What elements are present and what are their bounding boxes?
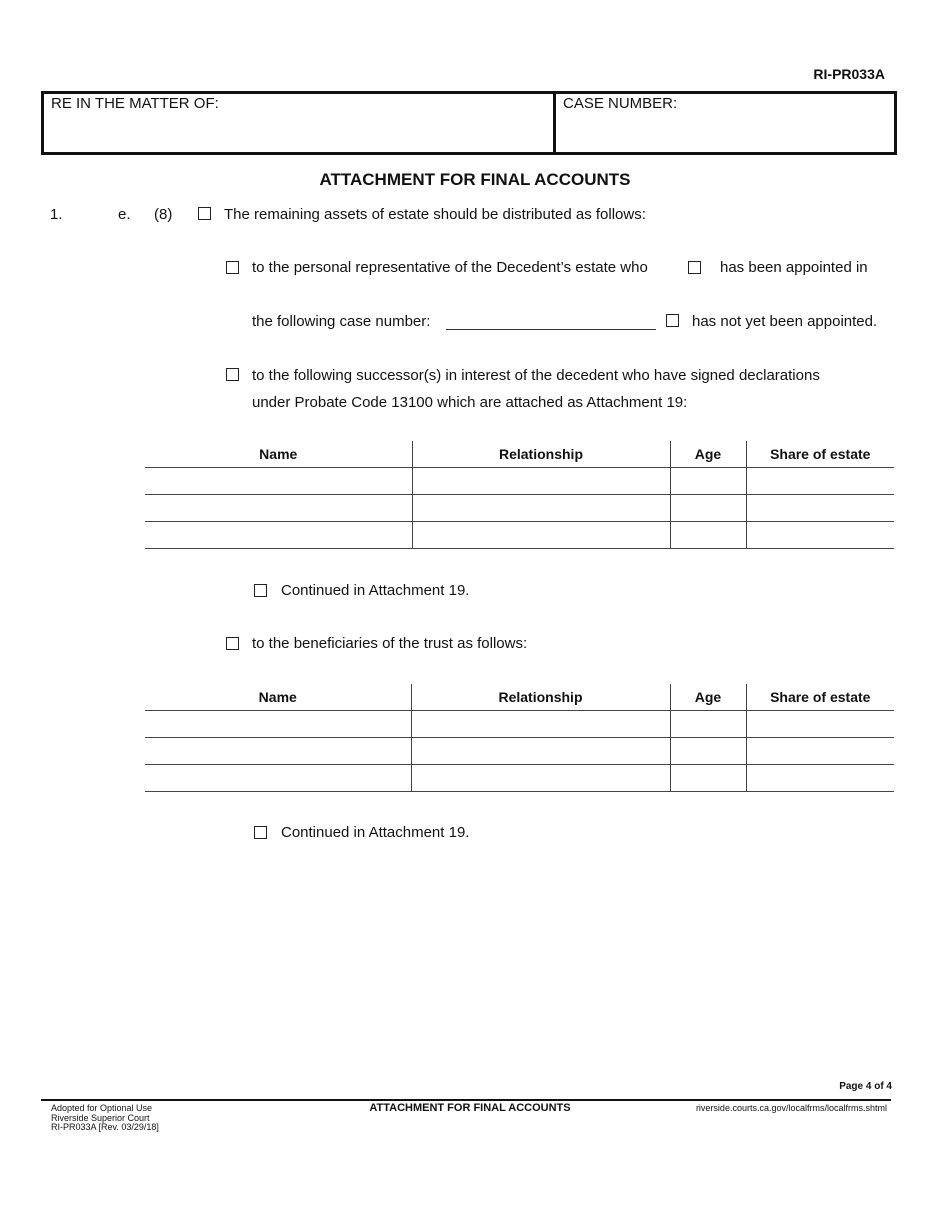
age-cell[interactable] [670, 738, 746, 765]
beneficiaries-checkbox[interactable] [226, 637, 239, 650]
form-code: RI-PR033A [813, 66, 885, 82]
share-cell[interactable] [746, 522, 894, 549]
footer-title: ATTACHMENT FOR FINAL ACCOUNTS [369, 1102, 571, 1114]
age-cell[interactable] [670, 495, 746, 522]
relationship-cell[interactable] [411, 738, 670, 765]
personal-rep-checkbox[interactable] [226, 261, 239, 274]
age-cell[interactable] [670, 765, 746, 792]
share-cell[interactable] [746, 711, 894, 738]
page-title: ATTACHMENT FOR FINAL ACCOUNTS [319, 170, 631, 189]
matter-label: RE IN THE MATTER OF: [51, 95, 219, 112]
case-number-input[interactable] [446, 329, 656, 330]
relationship-cell[interactable] [412, 522, 670, 549]
column-header-relationship: Relationship [412, 441, 670, 468]
name-cell[interactable] [145, 522, 412, 549]
table-header-row [145, 684, 894, 711]
name-cell[interactable] [145, 495, 412, 522]
continued-text-2: Continued in Attachment 19. [281, 824, 470, 841]
case-number-label: CASE NUMBER: [563, 95, 678, 112]
distribution-checkbox[interactable] [198, 207, 211, 220]
caption-divider [553, 91, 556, 155]
continued-checkbox-1[interactable] [254, 584, 267, 597]
footer-adopted-line2: Riverside Superior Court [51, 1112, 150, 1123]
appointed-text: has been appointed in [720, 259, 868, 276]
relationship-cell[interactable] [412, 495, 670, 522]
table-row [145, 495, 894, 522]
item-sub: (8) [154, 206, 173, 223]
relationship-cell[interactable] [411, 711, 670, 738]
item-number: 1. [50, 206, 63, 223]
successors-table [145, 441, 894, 549]
appointed-checkbox[interactable] [688, 261, 701, 274]
share-cell[interactable] [746, 495, 894, 522]
table-row [145, 765, 894, 792]
relationship-cell[interactable] [412, 468, 670, 495]
age-cell[interactable] [670, 711, 746, 738]
page-number: Page 4 of 4 [839, 1081, 892, 1092]
age-cell[interactable] [670, 468, 746, 495]
column-header-name: Name [145, 684, 411, 711]
column-header-share: Share of estate [746, 441, 894, 468]
footer-adopted-line3: RI-PR033A [Rev. 03/29/18] [51, 1122, 159, 1132]
case-number-prompt: the following case number: [252, 313, 431, 330]
name-cell[interactable] [145, 711, 411, 738]
share-cell[interactable] [746, 468, 894, 495]
item-letter: e. [118, 206, 131, 223]
continued-text-1: Continued in Attachment 19. [281, 582, 470, 599]
table-row [145, 738, 894, 765]
successors-text-line1: to the following successor(s) in interest of the decedent who have signed declarations [252, 367, 820, 384]
successors-checkbox[interactable] [226, 368, 239, 381]
column-header-name: Name [145, 441, 412, 468]
beneficiaries-table [145, 684, 894, 792]
share-cell[interactable] [746, 738, 894, 765]
column-header-share: Share of estate [746, 684, 894, 711]
distribution-text: The remaining assets of estate should be distributed as follows: [224, 206, 646, 223]
age-cell[interactable] [670, 522, 746, 549]
not-appointed-text: has not yet been appointed. [692, 313, 878, 330]
relationship-cell[interactable] [411, 765, 670, 792]
table-row [145, 522, 894, 549]
not-appointed-checkbox[interactable] [666, 314, 679, 327]
continued-checkbox-2[interactable] [254, 826, 267, 839]
footer-url[interactable]: riverside.courts.ca.gov/localfrms/localfrms.shtml [695, 1103, 887, 1113]
share-cell[interactable] [746, 765, 894, 792]
column-header-age: Age [670, 441, 746, 468]
table-row [145, 711, 894, 738]
name-cell[interactable] [145, 468, 412, 495]
name-cell[interactable] [145, 765, 411, 792]
successors-text-line2: under Probate Code 13100 which are attached as Attachment 19: [252, 394, 688, 411]
column-header-relationship: Relationship [411, 684, 670, 711]
personal-rep-text: to the personal representative of the Decedent’s estate who [252, 259, 648, 276]
column-header-age: Age [670, 684, 746, 711]
footer-adopted-line1: Adopted for Optional Use [51, 1103, 153, 1113]
beneficiaries-text: to the beneficiaries of the trust as follows: [252, 635, 528, 652]
name-cell[interactable] [145, 738, 411, 765]
footer-rule [41, 1099, 891, 1101]
table-header-row [145, 441, 894, 468]
table-row [145, 468, 894, 495]
